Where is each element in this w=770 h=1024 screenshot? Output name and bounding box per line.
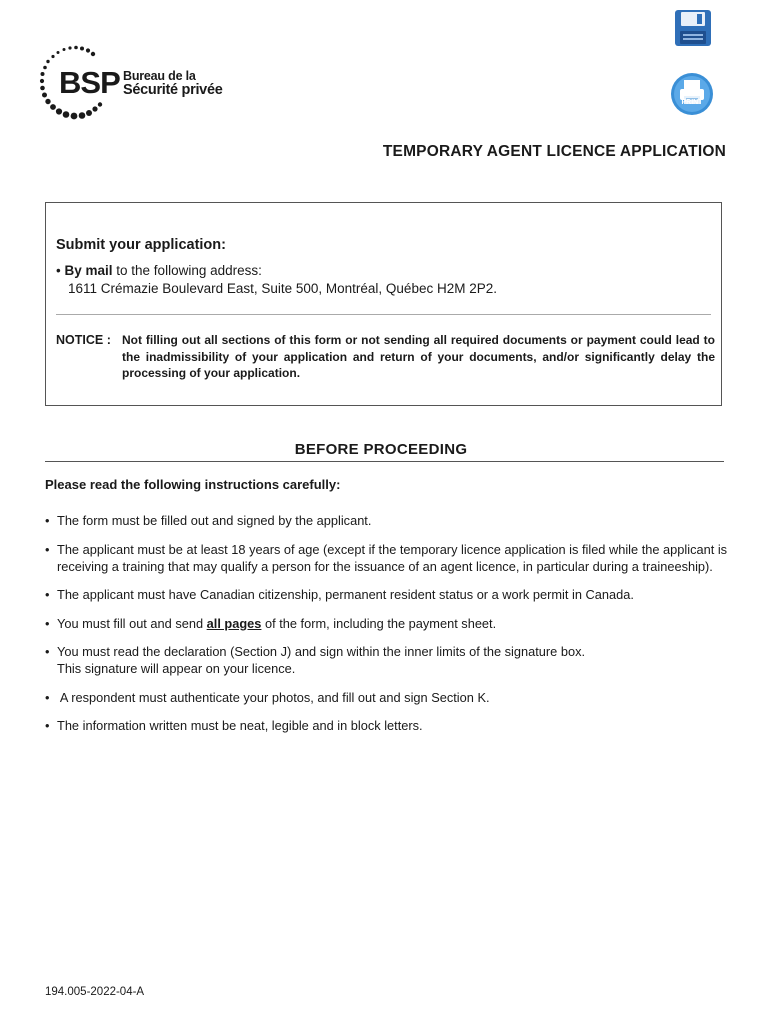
- instruction-text: The information written must be neat, legible and in block letters.: [57, 718, 423, 733]
- section-divider: [45, 461, 724, 462]
- notice-label: NOTICE :: [56, 333, 111, 347]
- list-item: [45, 717, 729, 734]
- instructions-heading: Please read the following instructions carefully:: [45, 477, 341, 492]
- floppy-disk-icon: [673, 8, 713, 48]
- bullet: •: [45, 615, 50, 631]
- before-proceeding-heading: BEFORE PROCEEDING: [294, 441, 468, 458]
- instructions-list: [45, 512, 729, 746]
- logo-acronym: BSP: [59, 65, 120, 100]
- instruction-text: The applicant must have Canadian citizenship, permanent resident status or a work permit in Canada.: [57, 587, 634, 602]
- list-item: [45, 586, 729, 603]
- logo-line-1: Bureau de la: [123, 69, 196, 83]
- list-item: [45, 615, 729, 632]
- form-code: 194.005-2022-04-A: [45, 986, 145, 998]
- mailing-address: 1611 Crémazie Boulevard East, Suite 500, Montréal, Québec H2M 2P2.: [68, 281, 497, 296]
- list-item: [45, 689, 729, 706]
- list-item: [45, 643, 729, 677]
- by-mail-text: to the following address:: [112, 263, 262, 278]
- instruction-text: The form must be filled out and signed by the applicant.: [57, 513, 372, 528]
- bullet: •: [45, 513, 50, 528]
- bullet: •: [45, 587, 50, 602]
- document-title: TEMPORARY AGENT LICENCE APPLICATION: [382, 143, 726, 160]
- by-mail-label: By mail: [64, 263, 113, 278]
- submit-heading: Submit your application:: [56, 237, 226, 253]
- list-item: [45, 541, 729, 575]
- bullet: •: [45, 689, 50, 705]
- all-pages-link[interactable]: all pages: [206, 615, 262, 631]
- instruction-text: The applicant must be at least 18 years of age (except if the temporary licence application is filed while the applicant is receiving a training that may qualify a person for the issuance of an agent licence, in particular during a traineeship).: [57, 541, 728, 574]
- instruction-text: A respondent must authenticate your photos, and fill out and sign Section K.: [57, 689, 490, 705]
- printer-icon: [670, 72, 714, 116]
- submission-notice-box: [45, 202, 722, 406]
- list-item: [45, 512, 729, 529]
- bullet: •: [45, 718, 50, 733]
- bullet: •: [45, 541, 50, 557]
- instruction-text: You must fill out and send: [57, 615, 207, 631]
- print-label: PRINT: [681, 99, 703, 106]
- notice-text: Not filling out all sections of this form or not sending all required documents or payment could lead to the inadmissibility of your application and return of your documents, and/or significantly delay the processing of your application.: [122, 333, 715, 380]
- bullet: •: [56, 263, 61, 278]
- submit-by-mail-line: [56, 263, 262, 278]
- instruction-text: This signature will appear on your licence.: [57, 661, 296, 676]
- instruction-text: You must read the declaration (Section J) and sign within the inner limits of the signature box.: [57, 644, 586, 659]
- instruction-text: of the form, including the payment sheet.: [261, 615, 497, 631]
- save-button[interactable]: [673, 8, 713, 48]
- logo-line-2: Sécurité privée: [123, 82, 223, 98]
- divider: [56, 314, 711, 315]
- bullet: •: [45, 644, 50, 659]
- print-button[interactable]: [670, 72, 714, 116]
